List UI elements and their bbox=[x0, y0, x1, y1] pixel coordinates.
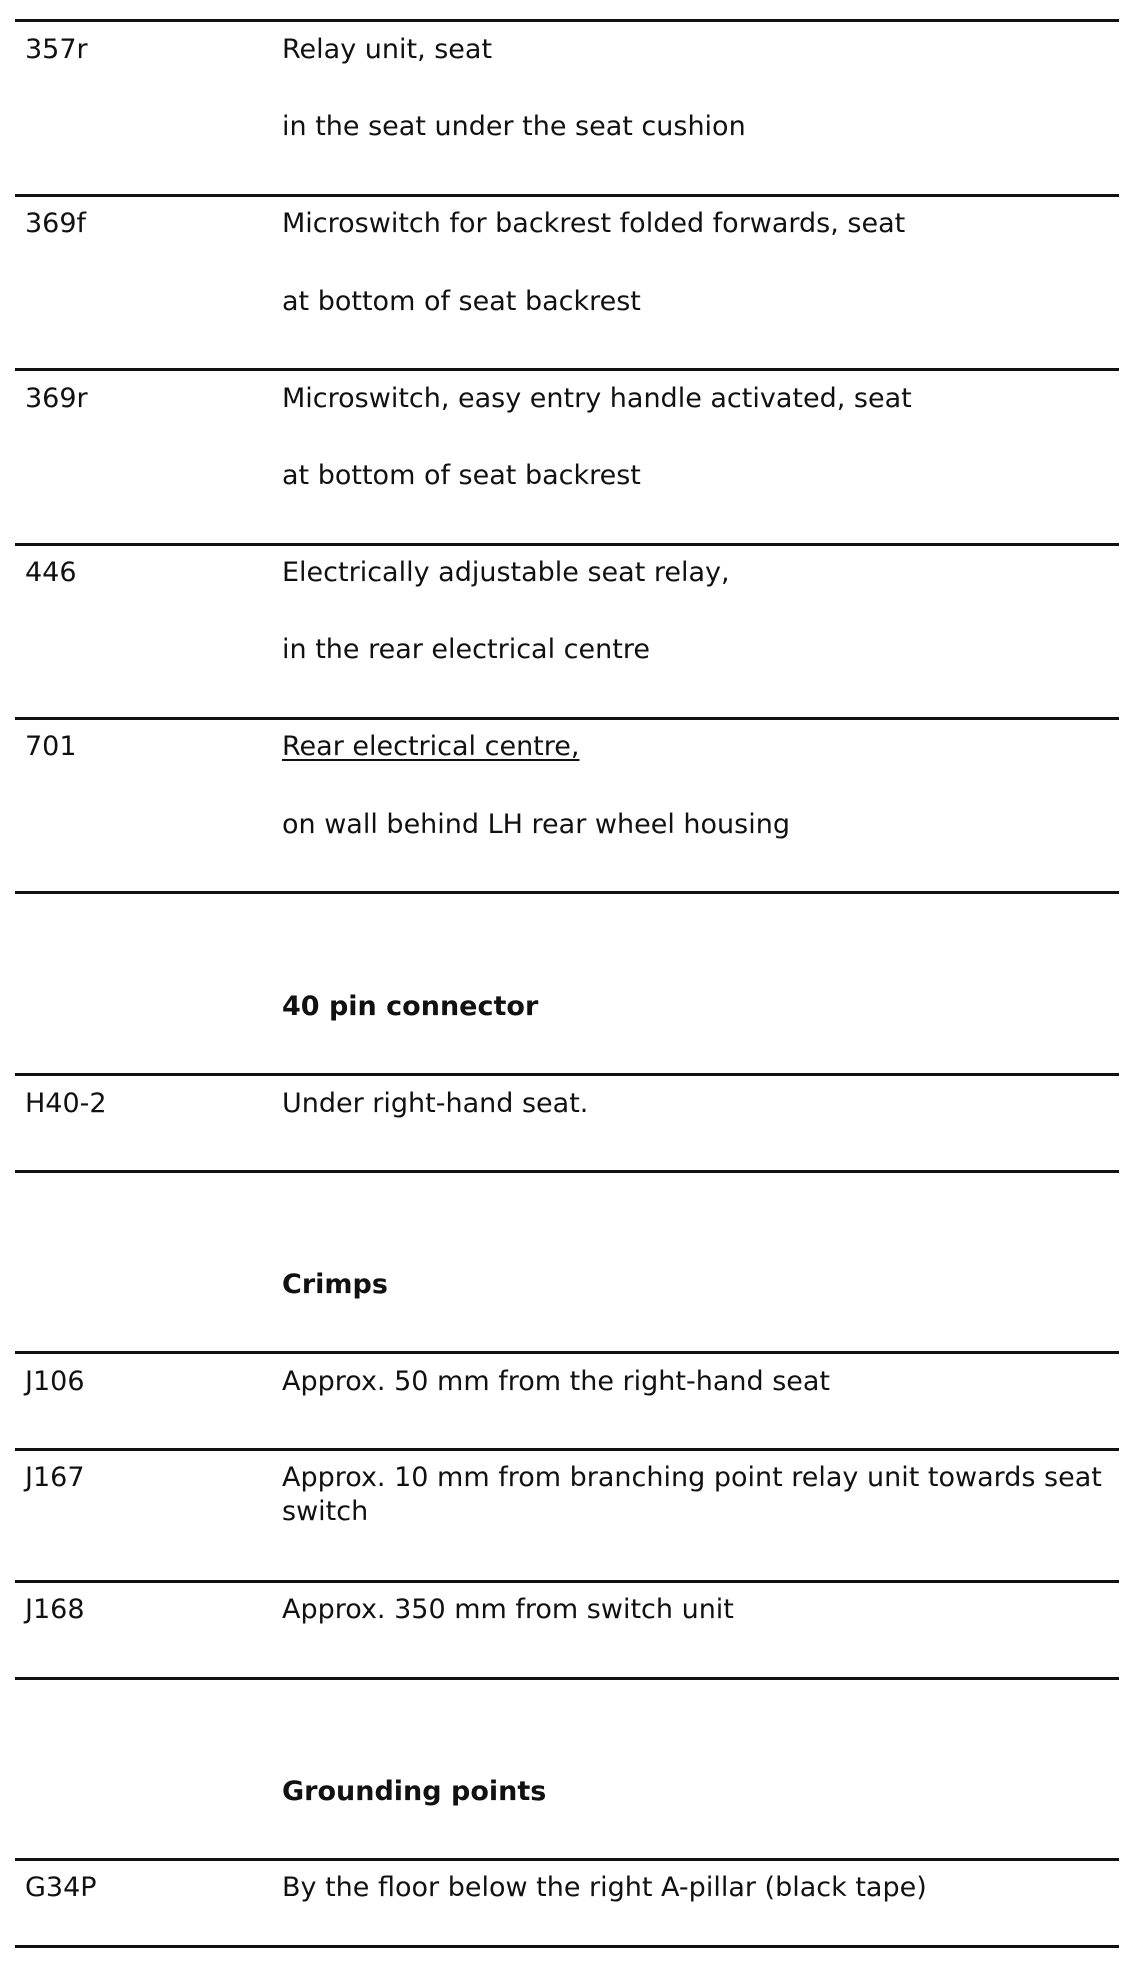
component-code: 357r bbox=[25, 34, 88, 65]
crimp-code: J106 bbox=[25, 1366, 85, 1397]
row-divider bbox=[15, 1170, 1119, 1173]
row-divider bbox=[15, 1677, 1119, 1680]
component-location: in the rear electrical centre bbox=[282, 634, 650, 665]
component-code: 369r bbox=[25, 383, 88, 414]
component-description: Electrically adjustable seat relay, bbox=[282, 557, 730, 588]
row-divider bbox=[15, 19, 1119, 22]
grounding-description: By the floor below the right A-pillar (black tape) bbox=[282, 1872, 927, 1903]
row-divider bbox=[15, 194, 1119, 197]
component-location: on wall behind LH rear wheel housing bbox=[282, 809, 790, 840]
connector-code: H40-2 bbox=[25, 1088, 107, 1119]
section-heading: Grounding points bbox=[282, 1776, 547, 1807]
component-description: Relay unit, seat bbox=[282, 34, 493, 65]
crimp-description: Approx. 350 mm from switch unit bbox=[282, 1594, 734, 1625]
component-description: Microswitch for backrest folded forwards, seat bbox=[282, 208, 906, 239]
crimp-description: Approx. 10 mm from branching point relay unit towards seat switch bbox=[282, 1462, 1102, 1527]
component-location: at bottom of seat backrest bbox=[282, 460, 641, 491]
crimp-code: J167 bbox=[25, 1462, 85, 1493]
row-divider bbox=[15, 543, 1119, 546]
section-heading: 40 pin connector bbox=[282, 991, 539, 1022]
section-heading: Crimps bbox=[282, 1269, 388, 1300]
component-code: 701 bbox=[25, 731, 77, 762]
row-divider bbox=[15, 1448, 1119, 1451]
row-divider bbox=[15, 1945, 1119, 1948]
row-divider bbox=[15, 717, 1119, 720]
row-divider bbox=[15, 368, 1119, 371]
row-divider bbox=[15, 891, 1119, 894]
grounding-code: G34P bbox=[25, 1872, 97, 1903]
component-code: 446 bbox=[25, 557, 77, 588]
component-description: Microswitch, easy entry handle activated, seat bbox=[282, 383, 912, 414]
connector-description: Under right-hand seat. bbox=[282, 1088, 589, 1119]
component-location: in the seat under the seat cushion bbox=[282, 111, 746, 142]
row-divider bbox=[15, 1858, 1119, 1861]
crimp-code: J168 bbox=[25, 1594, 85, 1625]
row-divider bbox=[15, 1351, 1119, 1354]
crimp-description: Approx. 50 mm from the right-hand seat bbox=[282, 1366, 831, 1397]
component-location: at bottom of seat backrest bbox=[282, 286, 641, 317]
component-code: 369f bbox=[25, 208, 87, 239]
row-divider bbox=[15, 1580, 1119, 1583]
row-divider bbox=[15, 1073, 1119, 1076]
component-description-link[interactable]: Rear electrical centre, bbox=[282, 731, 580, 762]
